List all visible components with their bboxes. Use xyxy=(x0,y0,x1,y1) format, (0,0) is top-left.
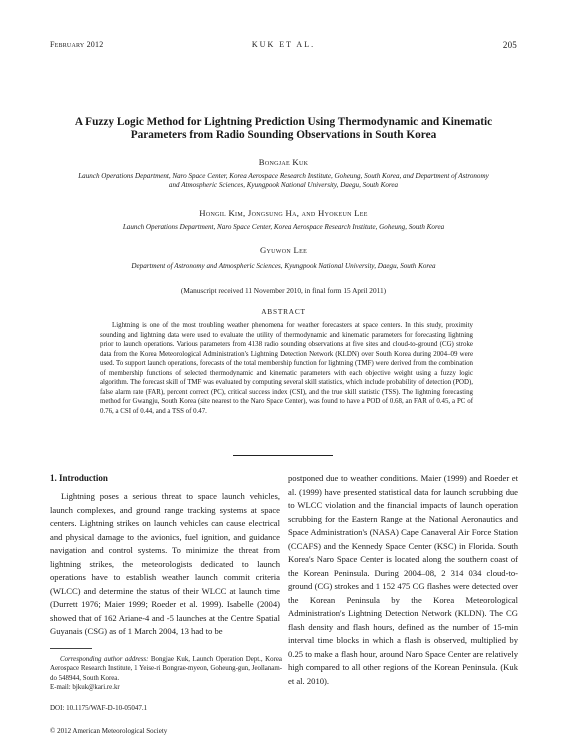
abstract-heading: ABSTRACT xyxy=(261,307,306,316)
abstract-body: Lightning is one of the most troubling weather phenomena for weather forecasters at space centers. In this study, proximity sounding and lightning data were used to evaluate the utility of thermodynamic and kinematic parameters for forecasting lightning prior to launch operations. Various parameters from 4138 radio sounding observations at five sites and cloud-to-ground (CG) stroke data from the Korea Meteorological Administration's Lightning Detection Network (KLDN) over South Korea during 2004–09 were used. To support launch operations, forecasts of the total membership function for lightning (TMF) were derived from the combination of membership functions of selected thermodynamic and kinematic parameters with each objective weight using a fuzzy logic algorithm. The forecast skill of TMF was evaluated by computing several skill statistics, which include probability of detection (POD), false alarm rate (FAR), percent correct (PC), critical success index (CSI), and the true skill statistic (TSS). The lightning forecasting method for Gwangju, South Korea (site nearest to the Naro Space Center), was found to have a POD of 0.68, an FAR of 0.45, a PC of 0.76, a CSI of 0.44, and a TSS of 0.47. xyxy=(100,322,473,415)
footnote-address: Bongjae Kuk, Launch Operation Dept., Korea Aerospace Research Institute, 1 Yeise-ri Bongrae-myeon, Goheung-gun, Jeollanam-do 548944, South Korea. xyxy=(50,656,282,682)
abstract-divider xyxy=(233,455,333,456)
corresponding-author-footnote xyxy=(50,655,282,693)
author-affiliation-1: Launch Operations Department, Naro Space Center, Korea Aerospace Research Institute, Goheung, South Korea, and Department of Astronomy and Atmospheric Sciences, Kyungpook National University, Daegu, South Korea xyxy=(78,172,489,190)
author-name-2: Hongil Kim, Jongsung Ha, and Hyokeun Lee xyxy=(199,208,368,218)
author-name-3: Gyuwon Lee xyxy=(259,245,308,255)
footnote-email[interactable]: E-mail: bjkuk@kari.re.kr xyxy=(50,684,120,692)
footnote-label: Corresponding author address: xyxy=(60,656,149,663)
doi-line[interactable]: DOI: 10.1175/WAF-D-10-05047.1 xyxy=(50,704,148,712)
copyright-line: © 2012 American Meteorological Society xyxy=(50,727,168,735)
intro-left-column: Lightning poses a serious threat to space launch vehicles, launch complexes, and ground range tracking systems at space centers. Lightning strikes on launch vehicles can cause electrical and physical damage to the avionics, fuel ignition, and guidance navigation and control systems. To minimize the threat from lightning strikes, the meteorologists dedicated to launch operations have to establish weather launch commit criteria (WLCC) and determine the status of their WLCC at launch time (Durrett 1976; Maier 1999; Roeder et al. 1999). Isabelle (2004) showed that of 162 Ariane-4 and -5 launches at the Centre Spatial Guyanais (CSG) as of 1 March 2004, 13 had to be xyxy=(50,491,280,636)
section-heading-introduction: 1. Introduction xyxy=(50,473,108,483)
author-name-1: Bongjae Kuk xyxy=(258,157,309,167)
footnote-divider xyxy=(50,648,92,649)
author-affiliation-3: Department of Astronomy and Atmospheric Sciences, Kyungpook National University, Daegu, South Korea xyxy=(131,262,436,270)
author-affiliation-2: Launch Operations Department, Naro Space Center, Korea Aerospace Research Institute, Goheung, South Korea xyxy=(122,223,445,231)
manuscript-received: (Manuscript received 11 November 2010, in final form 15 April 2011) xyxy=(180,286,387,295)
page-number: 205 xyxy=(502,40,517,50)
running-header-authors: KUK ET AL. xyxy=(251,40,316,49)
paper-title: A Fuzzy Logic Method for Lightning Prediction Using Thermodynamic and Kinematic Parameters from Radio Sounding Observations in South Korea xyxy=(74,116,493,141)
intro-right-column: postponed due to weather conditions. Maier (1999) and Roeder et al. (1999) have presented statistical data for launch scrubbing due to WLCC violation and the financial impacts of launch operation scrubbing for the Eastern Range at the National Aeronautics and Space Administration's (NASA) Cape Canaveral Air Force Station (CCAFS) and the Kennedy Space Center (KSC) in Florida. South Korea's Naro Space Center is located along the southern coast of the Korean Peninsula. During 2004–08, 2 314 034 cloud-to-ground (CG) strokes and 1 152 475 CG flashes were detected over the Korean Peninsula by the Korea Meteorological Administration's Lightning Detection Network (KLDN). The CG flash density and flash hours, defined as the number of 15-min interval time blocks in which a flash is observed, multiplied by 0.25 to make a flash hour, around Naro Space Center are relatively high compared to all other regions of the Korean Peninsula. (Kuk et al. 2010). xyxy=(288,473,518,686)
running-header-date: February 2012 xyxy=(50,40,104,49)
